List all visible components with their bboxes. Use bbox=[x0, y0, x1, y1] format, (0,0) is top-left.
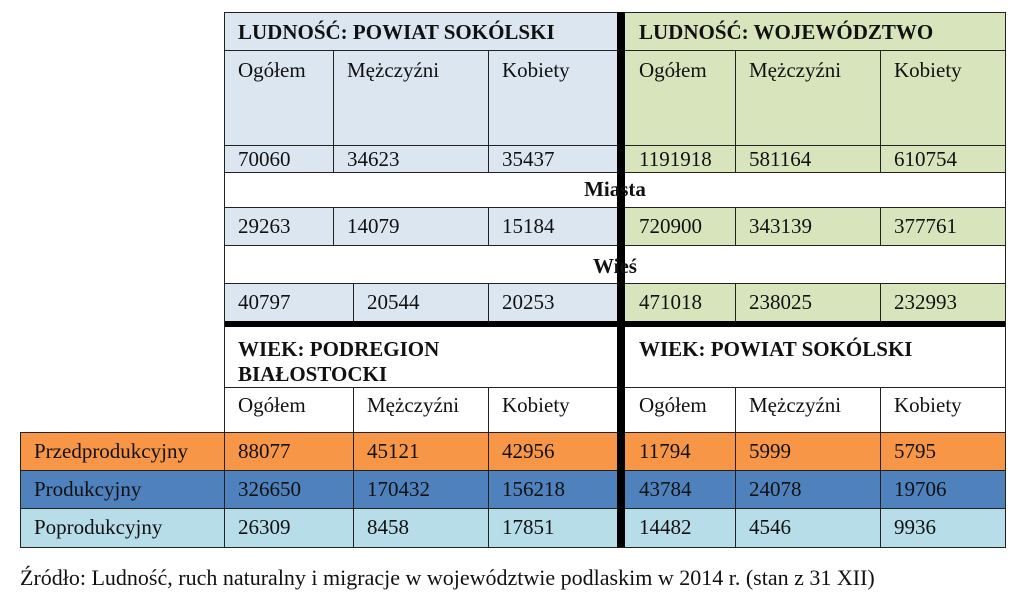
powiat-miasta-mezczyzni: 14079 bbox=[347, 214, 400, 238]
age-value: 5795 bbox=[894, 439, 936, 463]
age-value: 5999 bbox=[749, 439, 791, 463]
column-header-kobiety: Kobiety bbox=[502, 393, 570, 417]
grid-line bbox=[20, 547, 1006, 548]
powiat-total-kobiety: 35437 bbox=[502, 147, 555, 171]
source-note: Źródło: Ludność, ruch naturalny i migracje w województwie podlaskim w 2014 r. (stan z 31 XII) bbox=[20, 565, 875, 590]
thick-divider-vertical bbox=[617, 12, 625, 547]
wojewodztwo-total-kobiety: 610754 bbox=[894, 147, 957, 171]
wojewodztwo-total-mezczyzni: 581164 bbox=[749, 147, 812, 171]
powiat-total-ogolem: 70060 bbox=[238, 147, 291, 171]
wojewodztwo-total-ogolem: 1191918 bbox=[639, 147, 712, 171]
age-value: 43784 bbox=[639, 477, 692, 501]
age-value: 88077 bbox=[238, 439, 291, 463]
grid-line bbox=[224, 172, 1006, 173]
grid-line bbox=[224, 283, 1006, 284]
powiat-age-title: WIEK: POWIAT SOKÓLSKI bbox=[639, 337, 913, 361]
grid-line bbox=[224, 12, 225, 547]
powiat-miasta-ogolem: 29263 bbox=[238, 214, 291, 238]
powiat-total-mezczyzni: 34623 bbox=[347, 147, 400, 171]
wojewodztwo-wies-ogolem: 471018 bbox=[639, 290, 702, 314]
powiat-population-title: LUDNOŚĆ: POWIAT SOKÓLSKI bbox=[238, 20, 555, 44]
age-row-label-przedprodukcyjny: Przedprodukcyjny bbox=[34, 439, 188, 463]
column-header-kobiety: Kobiety bbox=[502, 58, 570, 82]
grid-line bbox=[224, 145, 1006, 146]
age-value: 170432 bbox=[367, 477, 430, 501]
grid-line bbox=[20, 470, 1006, 471]
podregion-age-title-line2: BIAŁOSTOCKI bbox=[238, 362, 387, 386]
grid-line bbox=[20, 432, 1006, 433]
wojewodztwo-miasta-kobiety: 377761 bbox=[894, 214, 957, 238]
age-value: 11794 bbox=[639, 439, 691, 463]
column-header-mezczyzni: Mężczyźni bbox=[749, 58, 842, 82]
podregion-age-title-line1: WIEK: PODREGION bbox=[238, 337, 440, 361]
grid-line bbox=[20, 508, 1006, 509]
column-header-ogolem: Ogółem bbox=[238, 393, 306, 417]
powiat-wies-kobiety: 20253 bbox=[502, 290, 555, 314]
column-header-ogolem: Ogółem bbox=[238, 58, 306, 82]
age-value: 326650 bbox=[238, 477, 301, 501]
wojewodztwo-miasta-mezczyzni: 343139 bbox=[749, 214, 812, 238]
grid-line bbox=[224, 50, 1006, 51]
age-row-label-produkcyjny: Produkcyjny bbox=[34, 477, 142, 501]
column-header-ogolem: Ogółem bbox=[639, 393, 707, 417]
age-value: 9936 bbox=[894, 515, 936, 539]
powiat-miasta-kobiety: 15184 bbox=[502, 214, 555, 238]
grid-line bbox=[224, 207, 1006, 208]
powiat-wies-mezczyzni: 20544 bbox=[367, 290, 420, 314]
age-value: 45121 bbox=[367, 439, 420, 463]
age-value: 8458 bbox=[367, 515, 409, 539]
grid-line bbox=[224, 245, 1006, 246]
grid-line bbox=[224, 12, 1006, 13]
column-header-mezczyzni: Mężczyźni bbox=[347, 58, 440, 82]
age-value: 14482 bbox=[639, 515, 692, 539]
column-header-ogolem: Ogółem bbox=[639, 58, 707, 82]
column-header-kobiety: Kobiety bbox=[894, 58, 962, 82]
grid-line bbox=[1005, 12, 1006, 547]
age-value: 24078 bbox=[749, 477, 802, 501]
age-value: 4546 bbox=[749, 515, 791, 539]
powiat-wies-ogolem: 40797 bbox=[238, 290, 291, 314]
column-header-mezczyzni: Mężczyźni bbox=[749, 393, 842, 417]
column-header-kobiety: Kobiety bbox=[894, 393, 962, 417]
wojewodztwo-miasta-ogolem: 720900 bbox=[639, 214, 702, 238]
wojewodztwo-wies-mezczyzni: 238025 bbox=[749, 290, 812, 314]
grid-line bbox=[224, 387, 1006, 388]
age-value: 42956 bbox=[502, 439, 555, 463]
age-row-label-poprodukcyjny: Poprodukcyjny bbox=[34, 515, 163, 539]
age-value: 156218 bbox=[502, 477, 565, 501]
wies-section-label: Wieś bbox=[593, 254, 637, 278]
age-value: 17851 bbox=[502, 515, 555, 539]
thick-divider-horizontal bbox=[224, 321, 1006, 327]
column-header-mezczyzni: Mężczyźni bbox=[367, 393, 460, 417]
age-value: 26309 bbox=[238, 515, 291, 539]
age-value: 19706 bbox=[894, 477, 947, 501]
miasta-section-label: Miasta bbox=[584, 177, 646, 201]
wojewodztwo-population-title: LUDNOŚĆ: WOJEWÓDZTWO bbox=[639, 20, 934, 44]
wojewodztwo-wies-kobiety: 232993 bbox=[894, 290, 957, 314]
